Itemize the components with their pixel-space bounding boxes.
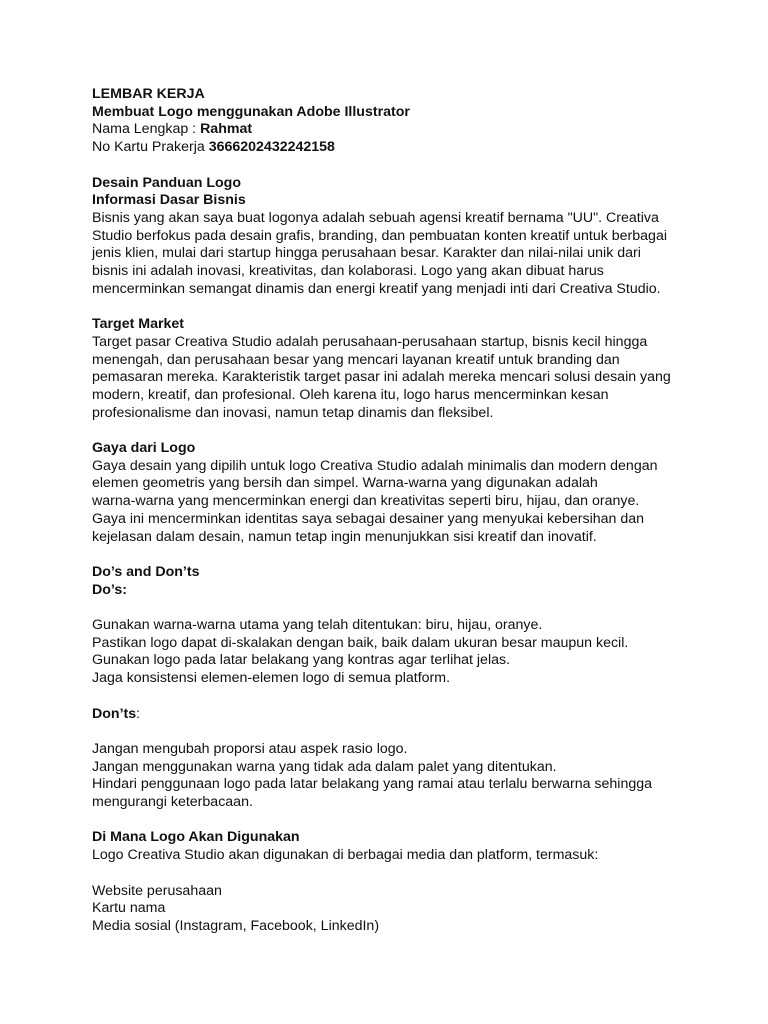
- section-heading-logo-usage: Di Mana Logo Akan Digunakan: [92, 829, 300, 846]
- card-number-value: 3666202432242158: [208, 139, 335, 156]
- section-heading-target-market: Target Market: [92, 316, 184, 333]
- document-page: [92, 86, 692, 936]
- spacer: [92, 422, 692, 440]
- paragraph-line: modern, kreatif, dan profesional. Oleh karena itu, logo harus mencerminkan kesan: [92, 386, 609, 403]
- paragraph-line: profesionalisme dan inovasi, namun tetap dinamis dan fleksibel.: [92, 404, 494, 421]
- donts-item: Jangan menggunakan warna yang tidak ada dalam palet yang ditentukan.: [92, 758, 557, 775]
- dos-heading: Do’s:: [92, 581, 127, 598]
- paragraph-line: jenis klien, mulai dari startup hingga perusahaan besar. Karakter dan nilai-nilai unik dari: [92, 245, 641, 262]
- donts-item: Hindari penggunaan logo pada latar belakang yang ramai atau terlalu berwarna sehingga: [92, 776, 653, 793]
- spacer: [92, 723, 692, 741]
- usage-item: Media sosial (Instagram, Facebook, LinkedIn): [92, 917, 380, 934]
- paragraph-line: Gaya desain yang dipilih untuk logo Creativa Studio adalah minimalis dan modern dengan: [92, 457, 658, 474]
- paragraph-line: Gaya ini mencerminkan identitas saya sebagai desainer yang menyukai kebersihan dan: [92, 510, 645, 527]
- document-title: LEMBAR KERJA: [92, 86, 205, 102]
- donts-item: Jangan mengubah proporsi atau aspek rasio logo.: [92, 740, 408, 757]
- section-heading-guide: Desain Panduan Logo: [92, 174, 241, 191]
- paragraph-line: Studio berfokus pada desain grafis, branding, dan pembuatan konten kreatif untuk berbagai: [92, 227, 667, 244]
- name-value: Rahmat: [200, 121, 253, 138]
- section-heading-logo-style: Gaya dari Logo: [92, 440, 196, 457]
- spacer: [92, 688, 692, 706]
- paragraph-line: kejelasan dalam desain, namun tetap ingin menunjukkan sisi kreatif dan inovatif.: [92, 528, 597, 545]
- card-number-label: No Kartu Prakerja: [92, 139, 209, 156]
- paragraph-line: Logo Creativa Studio akan digunakan di berbagai media dan platform, termasuk:: [92, 847, 599, 864]
- dos-item: Pastikan logo dapat di-skalakan dengan baik, baik dalam ukuran besar maupun kecil.: [92, 634, 629, 651]
- spacer: [92, 298, 692, 316]
- paragraph-line: Bisnis yang akan saya buat logonya adalah sebuah agensi kreatif bernama "UU". Creativa: [92, 209, 659, 226]
- paragraph-line: elemen geometris yang bersih dan simpel. Warna-warna yang digunakan adalah: [92, 475, 598, 492]
- spacer: [92, 546, 692, 564]
- donts-heading-line: [92, 706, 692, 724]
- usage-item: Website perusahaan: [92, 882, 222, 899]
- spacer: [92, 157, 692, 175]
- donts-heading: Don’ts: [92, 705, 137, 722]
- name-line: [92, 121, 692, 139]
- spacer: [92, 812, 692, 830]
- paragraph-line: menengah, dan perusahaan besar yang mencari layanan kreatif untuk branding dan: [92, 351, 620, 368]
- card-number-line: [92, 139, 692, 157]
- paragraph-line: warna-warna yang mencerminkan energi dan kreativitas seperti biru, hijau, dan oranye.: [92, 493, 640, 510]
- dos-item: Gunakan warna-warna utama yang telah ditentukan: biru, hijau, oranye.: [92, 617, 543, 634]
- paragraph-line: mencerminkan semangat dinamis dan energi kreatif yang menjadi inti dari Creativa Studio.: [92, 280, 661, 297]
- usage-item: Kartu nama: [92, 900, 166, 917]
- paragraph-line: pemasaran mereka. Karakteristik target pasar ini adalah mereka mencari solusi desain yang: [92, 369, 671, 386]
- dos-item: Jaga konsistensi elemen-elemen logo di semua platform.: [92, 670, 451, 687]
- spacer: [92, 599, 692, 617]
- spacer: [92, 865, 692, 883]
- paragraph-line: bisnis ini adalah inovasi, kreativitas, dan kolaborasi. Logo yang akan dibuat harus: [92, 263, 604, 280]
- paragraph-line: Target pasar Creativa Studio adalah perusahaan-perusahaan startup, bisnis kecil hingga: [92, 333, 648, 350]
- donts-item: mengurangi keterbacaan.: [92, 794, 253, 811]
- dos-item: Gunakan logo pada latar belakang yang kontras agar terlihat jelas.: [92, 652, 511, 669]
- document-subtitle: Membuat Logo menggunakan Adobe Illustrator: [92, 103, 410, 120]
- donts-colon: :: [136, 705, 141, 722]
- section-subheading-business-info: Informasi Dasar Bisnis: [92, 192, 246, 209]
- section-heading-dos-donts: Do’s and Don’ts: [92, 563, 200, 580]
- name-label: Nama Lengkap :: [92, 121, 201, 138]
